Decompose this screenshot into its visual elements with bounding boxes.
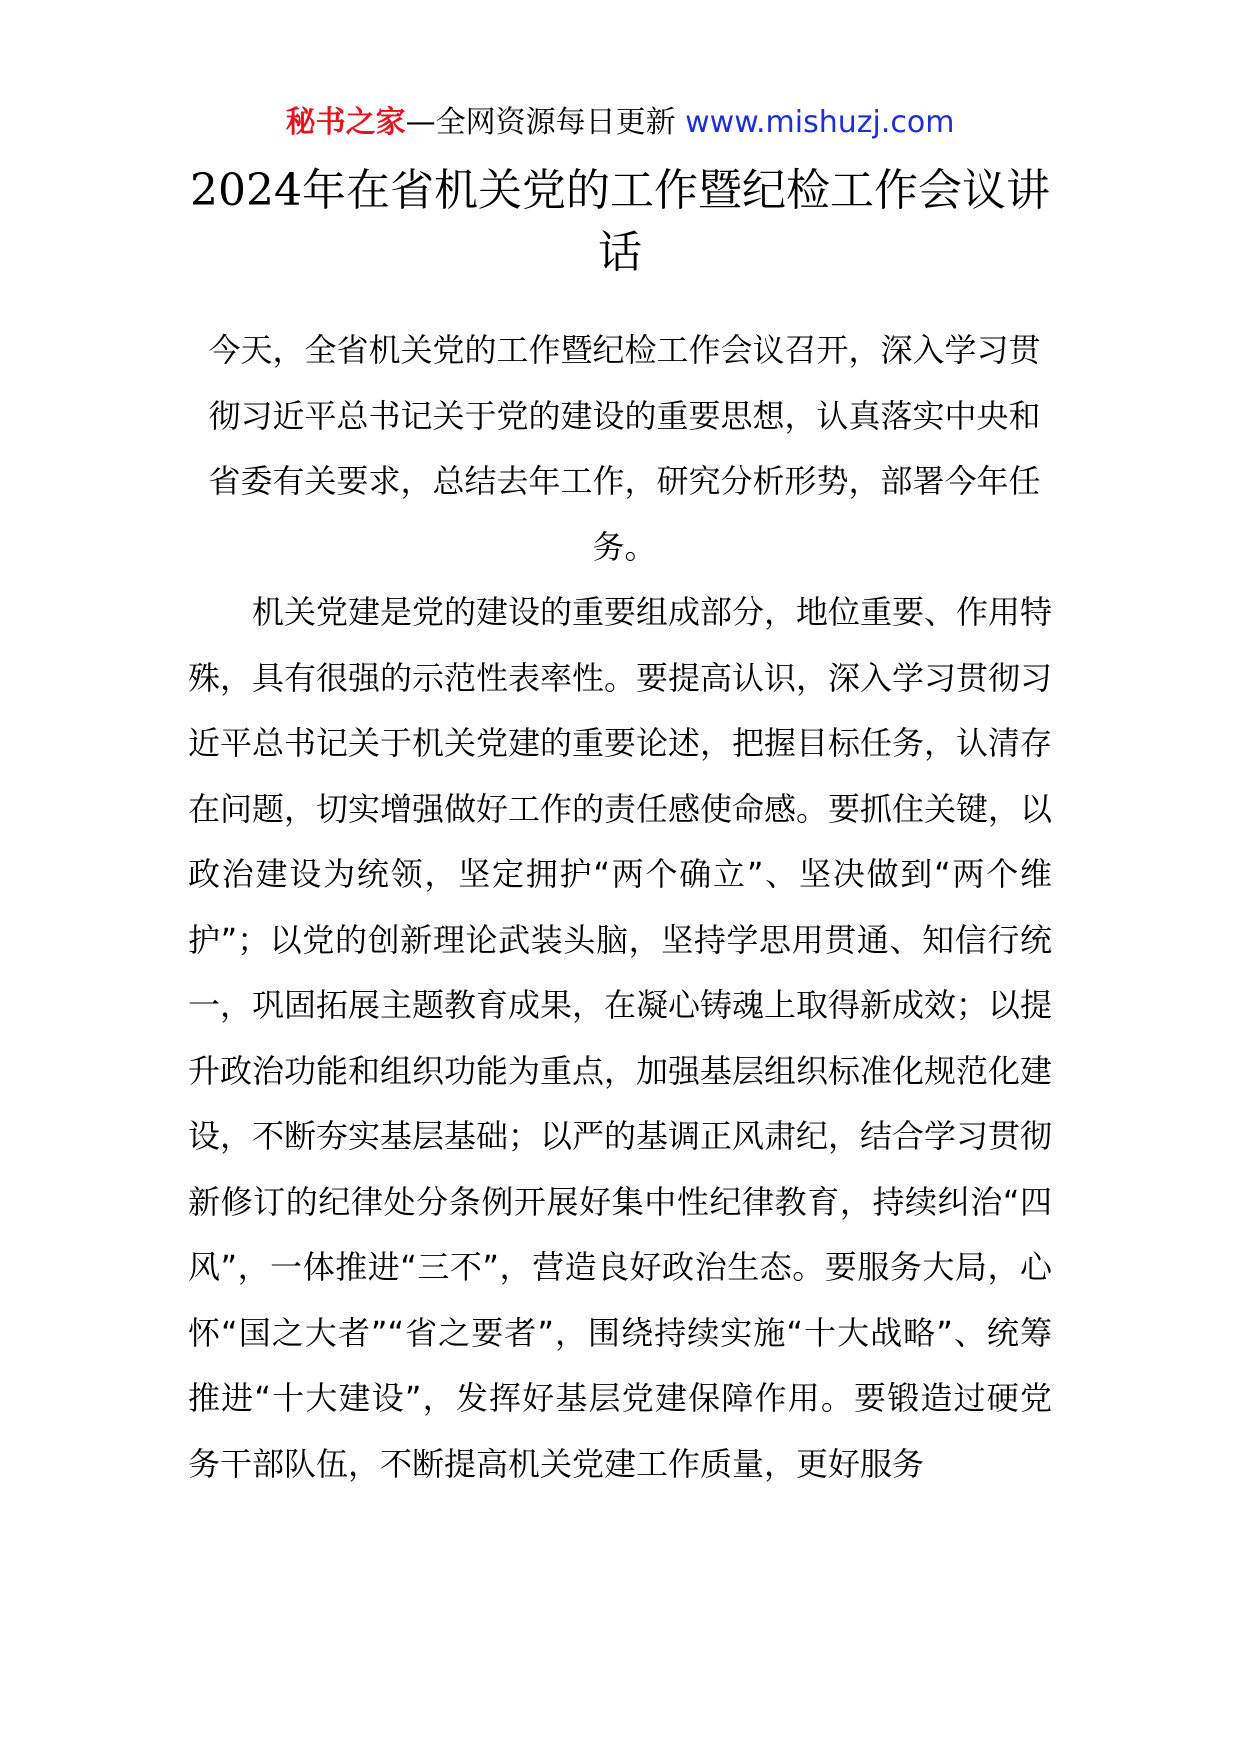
- site-brand-name: 秘书之家: [285, 105, 406, 140]
- site-tagline: —全网资源每日更新: [405, 105, 686, 140]
- document-body: [188, 318, 1052, 1497]
- paragraph-main: 机关党建是党的建设的重要组成部分，地位重要、作用特殊，具有很强的示范性表率性。要提高认识，深入学习贯彻习近平总书记关于机关党建的重要论述，把握目标任务，认清存在问题，切实增强做好工作的责任感使命感。要抓住关键，以政治建设为统领，坚定拥护“两个确立”、坚决做到“两个维护”；以党的创新理论武装头脑，坚持学思用贯通、知信行统一，巩固拓展主题教育成果，在凝心铸魂上取得新成效；以提升政治功能和组织功能为重点，加强基层组织标准化规范化建设，不断夯实基层基础；以严的基调正风肃纪，结合学习贯彻新修订的纪律处分条例开展好集中性纪律教育，持续纠治“四风”，一体推进“三不”，营造良好政治生态。要服务大局，心怀“国之大者”“省之要者”，围绕持续实施“十大战略”、统筹推进“十大建设”，发挥好基层党建保障作用。要锻造过硬党务干部队伍，不断提高机关党建工作质量，更好服务: [188, 593, 1053, 1483]
- title-year: 2024: [190, 165, 302, 216]
- site-header: [0, 100, 1240, 146]
- paragraph-intro: 今天，全省机关党的工作暨纪检工作会议召开，深入学习贯彻习近平总书记关于党的建设的重要思想，认真落实中央和省委有关要求，总结去年工作，研究分析形势，部署今年任务。: [208, 331, 1041, 566]
- document-title: [190, 160, 1050, 284]
- title-text: 年在省机关党的工作暨纪检工作会议讲话: [301, 165, 1050, 278]
- site-url-link[interactable]: www.mishuzj.com: [685, 105, 955, 140]
